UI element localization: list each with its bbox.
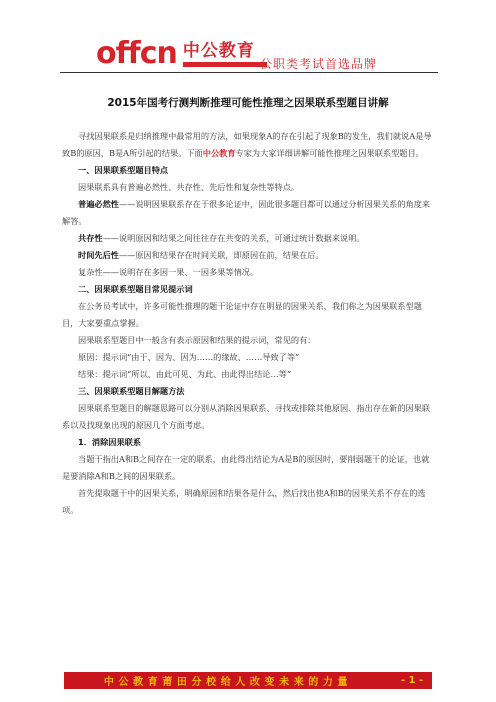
section1-paragraph — [62, 230, 434, 247]
term-bold: 普遍必然性 — [78, 199, 119, 209]
header-divider — [60, 72, 438, 73]
term-definition: ——说明因果联系存在于很多论证中，因此很多题目都可以通过分析因果关系的角度来解答。 — [62, 199, 431, 226]
term-definition: ——说明原因和结果之间往往存在共变的关系，可通过统计数据来说明。 — [102, 233, 365, 243]
intro-paragraph — [62, 128, 434, 162]
offcn-logo — [96, 36, 267, 71]
section2-paragraph: 结果：提示词“所以、由此可见、为此、由此得出结论…等” — [78, 369, 292, 379]
section3-paragraph: 首先提取题干中的因果关系，明确原因和结果各是什么，然后找出使A和B的因果关系不存在的选项。 — [62, 488, 426, 515]
footer-slogan: 中公教育莆田分校给人改变未来的力量 — [103, 677, 353, 688]
intro-text-b: 专家为大家详细讲解可能性推理之因果联系型题目。 — [235, 148, 424, 158]
logo-chinese-name: 中公教育 — [182, 40, 255, 61]
section-heading-2: 二、因果联系型题目常见提示词 — [78, 284, 193, 294]
section2-paragraph: 原因：提示词“由于、因为、因为……的缘故、……导致了等” — [78, 352, 300, 362]
subsection-heading: 1．消除因果联系 — [78, 437, 142, 447]
logo-tagline-bar — [183, 62, 267, 67]
section3-paragraph: 当题干指出A和B之间存在一定的联系，由此得出结论为A是B的原因时，要削弱题干的论证，也就是要消除A和B之间的因果联系。 — [62, 454, 430, 481]
section2-paragraph: 因果联系型题目中一般含有表示原因和结果的提示词，常见的有： — [78, 335, 316, 345]
term-bold: 时间先后性 — [78, 250, 119, 260]
document-body — [62, 128, 434, 519]
section1-paragraph — [62, 196, 434, 230]
page-number: - 1 - — [400, 675, 424, 686]
page-footer-banner — [64, 672, 432, 689]
section-heading-3: 三、因果联系型题目解题方法 — [78, 386, 185, 396]
section1-paragraph: 因果联系具有普遍必然性、共存性、先后性和复杂性等特点。 — [78, 182, 300, 192]
logo-wordmark: offcn — [96, 36, 177, 71]
section3-paragraph: 因果联系型题目的解题思路可以分别从消除因果联系、寻找或排除其他原因、指出存在新的因果联系以及找现象出现的原因几个方面考虑。 — [62, 403, 431, 430]
term-definition: ——原因和结果存在时间关联，即原因在前，结果在后。 — [118, 250, 324, 260]
page-header — [0, 0, 496, 82]
header-slogan: 公职类考试首选品牌 — [260, 57, 378, 71]
intro-text-a: 寻找因果联系是归纳推理中最常用的方法，如果现象A的存在引起了现象B的发生，我们就说A是导致B的原因，B是A所引起的结果。下面 — [62, 131, 432, 158]
section-heading-1: 一、因果联系型题目特点 — [78, 165, 169, 175]
section1-paragraph: 复杂性——说明存在多因一果、一因多果等情况。 — [78, 267, 259, 277]
logo-cn-block — [183, 42, 267, 67]
intro-brand: 中公教育 — [202, 148, 236, 158]
section2-paragraph: 在公务员考试中，许多可能性推理的题干论证中存在明显的因果关系，我们称之为因果联系型题目，大家要重点掌握。 — [62, 301, 422, 328]
section1-paragraph — [62, 247, 434, 264]
term-bold: 共存性 — [78, 233, 103, 243]
document-title: 2015年国考行测判断推理可能性推理之因果联系型题目讲解 — [107, 97, 389, 109]
